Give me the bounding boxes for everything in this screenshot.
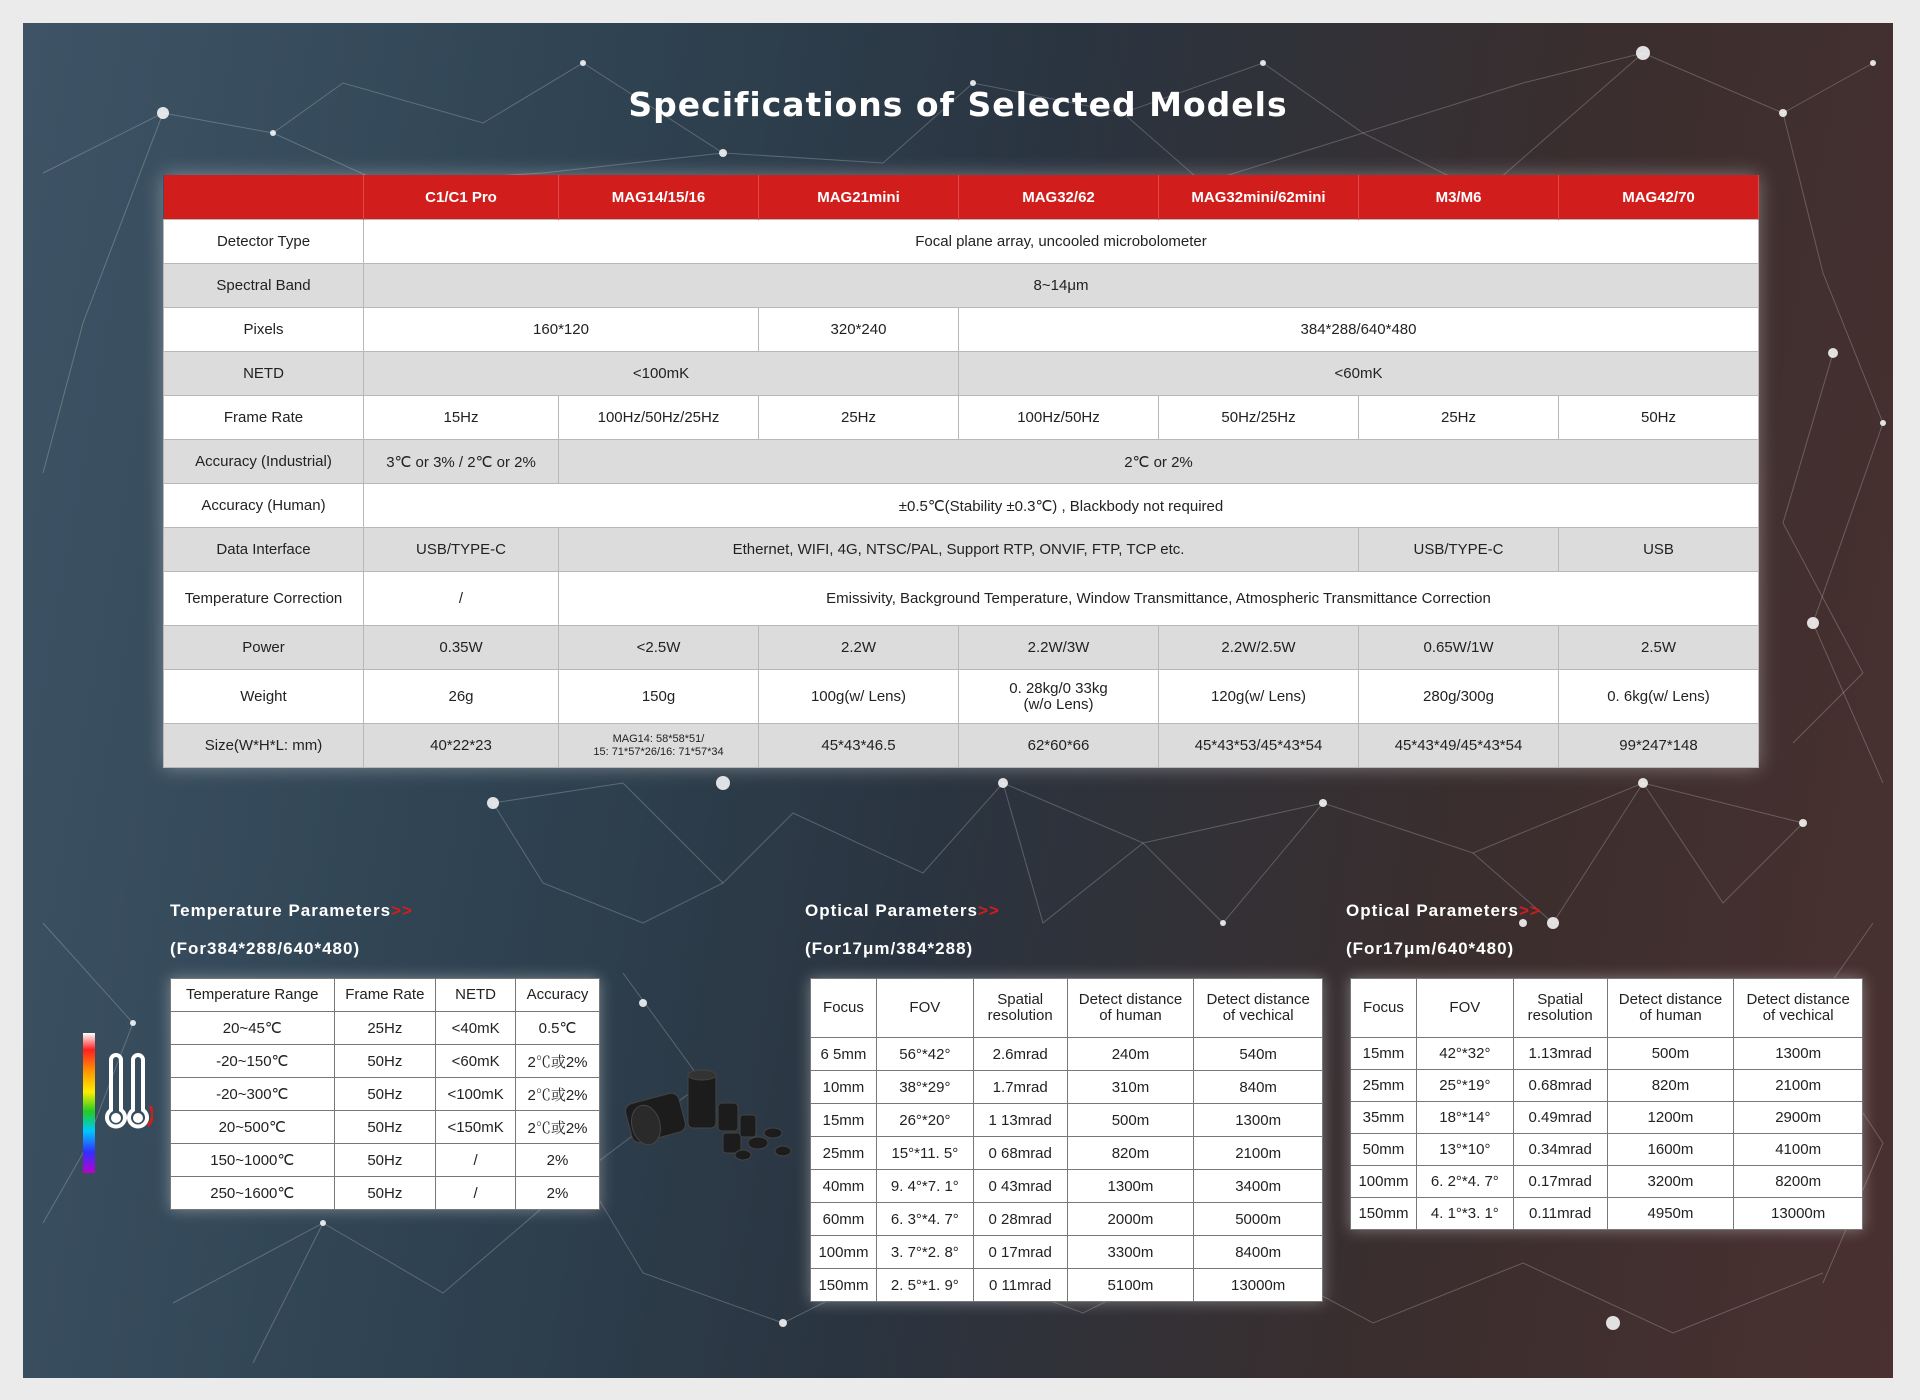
table-row: [164, 264, 1759, 308]
table-cell: 500m: [1067, 1104, 1194, 1137]
table-cell: 0 28mrad: [973, 1203, 1067, 1236]
table-cell: -20~300℃: [171, 1078, 335, 1111]
table-cell: 38°*29°: [876, 1071, 973, 1104]
table-cell: 50mm: [1351, 1134, 1417, 1166]
table-cell: 840m: [1194, 1071, 1323, 1104]
spec-cell: Focal plane array, uncooled microbolometer: [364, 220, 1759, 264]
thermometer-icon: [53, 1028, 153, 1173]
table-cell: 500m: [1607, 1038, 1734, 1070]
spec-cell: Ethernet, WIFI, 4G, NTSC/PAL, Support RTP, ONVIF, FTP, TCP etc.: [559, 528, 1359, 572]
model-header: C1/C1 Pro: [364, 175, 559, 220]
row-label: Temperature Correction: [164, 572, 364, 626]
section-title-text: Temperature Parameters: [170, 901, 392, 920]
table-cell: 50Hz: [334, 1111, 436, 1144]
table-cell: 8400m: [1194, 1236, 1323, 1269]
spec-cell: 150g: [559, 670, 759, 724]
table-row: [171, 1111, 600, 1144]
table-header-row: [1351, 979, 1863, 1038]
model-header: MAG32mini/62mini: [1159, 175, 1359, 220]
spec-cell: 99*247*148: [1559, 724, 1759, 768]
column-header: Frame Rate: [334, 979, 436, 1012]
column-header: Spatial resolution: [973, 979, 1067, 1038]
table-row: [164, 724, 1759, 768]
optical-640-section-title: [1346, 901, 1541, 921]
table-cell: 820m: [1067, 1137, 1194, 1170]
table-cell: <60mK: [436, 1045, 516, 1078]
table-cell: 3400m: [1194, 1170, 1323, 1203]
table-cell: 6. 3°*4. 7°: [876, 1203, 973, 1236]
row-label: Spectral Band: [164, 264, 364, 308]
spec-cell: 26g: [364, 670, 559, 724]
spec-cell: 45*43*46.5: [759, 724, 959, 768]
table-cell: 0 43mrad: [973, 1170, 1067, 1203]
optical-384-section-title: [805, 901, 1000, 921]
size-line-1: MAG14: 58*58*51/: [612, 732, 705, 745]
table-row: [164, 308, 1759, 352]
column-header: Detect distance of vechical: [1194, 979, 1323, 1038]
spec-cell: 0. 6kg(w/ Lens): [1559, 670, 1759, 724]
spec-cell: 100Hz/50Hz/25Hz: [559, 396, 759, 440]
spec-cell: Emissivity, Background Temperature, Window Transmittance, Atmospheric Transmittance Correction: [559, 572, 1759, 626]
spec-cell: 384*288/640*480: [959, 308, 1759, 352]
row-label: NETD: [164, 352, 364, 396]
table-row: [811, 1203, 1323, 1236]
spec-cell: 50Hz: [1559, 396, 1759, 440]
spec-cell: 2.2W/2.5W: [1159, 626, 1359, 670]
spec-cell: 25Hz: [1359, 396, 1559, 440]
table-cell: 15°*11. 5°: [876, 1137, 973, 1170]
table-cell: 250~1600℃: [171, 1177, 335, 1210]
spec-cell: 40*22*23: [364, 724, 559, 768]
spec-cell: [959, 670, 1159, 724]
table-cell: 25mm: [811, 1137, 877, 1170]
table-row: [811, 1104, 1323, 1137]
table-cell: 50Hz: [334, 1078, 436, 1111]
table-header-row: [811, 979, 1323, 1038]
table-cell: 1600m: [1607, 1134, 1734, 1166]
table-cell: 25°*19°: [1416, 1070, 1513, 1102]
table-header-row: [171, 979, 600, 1012]
table-cell: 0.11mrad: [1513, 1198, 1607, 1230]
table-cell: 6. 2°*4. 7°: [1416, 1166, 1513, 1198]
table-cell: 0.68mrad: [1513, 1070, 1607, 1102]
table-cell: 5000m: [1194, 1203, 1323, 1236]
table-cell: 2℃或2%: [516, 1078, 600, 1111]
table-row: [164, 484, 1759, 528]
table-row: [164, 670, 1759, 724]
spec-cell: <2.5W: [559, 626, 759, 670]
spec-cell: 320*240: [759, 308, 959, 352]
row-label: Weight: [164, 670, 364, 724]
spec-sheet: [23, 23, 1893, 1378]
table-cell: 0.5℃: [516, 1012, 600, 1045]
table-cell: 2. 5°*1. 9°: [876, 1269, 973, 1302]
spec-cell: /: [364, 572, 559, 626]
optical-640-table: [1350, 978, 1863, 1230]
table-cell: 4950m: [1607, 1198, 1734, 1230]
column-header: Focus: [1351, 979, 1417, 1038]
arrows-icon: >>: [1518, 901, 1541, 920]
column-header: Accuracy: [516, 979, 600, 1012]
spec-cell: 0.65W/1W: [1359, 626, 1559, 670]
spec-cell: 45*43*49/45*43*54: [1359, 724, 1559, 768]
table-cell: 40mm: [811, 1170, 877, 1203]
table-cell: 0.34mrad: [1513, 1134, 1607, 1166]
table-row: [164, 528, 1759, 572]
table-cell: 15mm: [1351, 1038, 1417, 1070]
table-cell: 4. 1°*3. 1°: [1416, 1198, 1513, 1230]
table-cell: 1200m: [1607, 1102, 1734, 1134]
table-cell: 0 68mrad: [973, 1137, 1067, 1170]
page-title: Specifications of Selected Models: [628, 85, 1288, 124]
spec-cell: 120g(w/ Lens): [1159, 670, 1359, 724]
table-cell: 2100m: [1734, 1070, 1863, 1102]
spec-cell: 2.5W: [1559, 626, 1759, 670]
table-cell: 35mm: [1351, 1102, 1417, 1134]
model-header: MAG42/70: [1559, 175, 1759, 220]
table-cell: 3. 7°*2. 8°: [876, 1236, 973, 1269]
table-cell: <40mK: [436, 1012, 516, 1045]
table-row: [164, 220, 1759, 264]
column-header: NETD: [436, 979, 516, 1012]
table-row: [171, 1012, 600, 1045]
row-label: Frame Rate: [164, 396, 364, 440]
table-cell: 150mm: [811, 1269, 877, 1302]
table-cell: 13000m: [1734, 1198, 1863, 1230]
table-row: [164, 440, 1759, 484]
table-cell: 1.13mrad: [1513, 1038, 1607, 1070]
table-row: [811, 1236, 1323, 1269]
table-cell: 25Hz: [334, 1012, 436, 1045]
section-title-text: Optical Parameters: [805, 901, 978, 920]
table-cell: 10mm: [811, 1071, 877, 1104]
table-cell: 2.6mrad: [973, 1038, 1067, 1071]
table-cell: 50Hz: [334, 1177, 436, 1210]
table-cell: 150~1000℃: [171, 1144, 335, 1177]
spec-cell: 8~14μm: [364, 264, 1759, 308]
table-cell: 100mm: [811, 1236, 877, 1269]
arrows-icon: >>: [391, 901, 413, 920]
table-cell: 4100m: [1734, 1134, 1863, 1166]
spec-cell: <60mK: [959, 352, 1759, 396]
table-row: [164, 396, 1759, 440]
optical-384-table: [810, 978, 1323, 1302]
table-cell: 2℃或2%: [516, 1045, 600, 1078]
spec-cell: [559, 724, 759, 768]
table-row: [171, 1177, 600, 1210]
spec-cell: 100g(w/ Lens): [759, 670, 959, 724]
table-row: [1351, 1198, 1863, 1230]
table-cell: 20~500℃: [171, 1111, 335, 1144]
column-header: FOV: [876, 979, 973, 1038]
table-row: [811, 1071, 1323, 1104]
model-header: MAG14/15/16: [559, 175, 759, 220]
spec-cell: 280g/300g: [1359, 670, 1559, 724]
table-row: [164, 352, 1759, 396]
row-label: Accuracy (Industrial): [164, 440, 364, 484]
table-cell: 0 11mrad: [973, 1269, 1067, 1302]
table-row: [171, 1078, 600, 1111]
table-cell: 1 13mrad: [973, 1104, 1067, 1137]
table-cell: 15mm: [811, 1104, 877, 1137]
table-cell: 25mm: [1351, 1070, 1417, 1102]
table-cell: 50Hz: [334, 1144, 436, 1177]
table-row: [1351, 1166, 1863, 1198]
spec-cell: 160*120: [364, 308, 759, 352]
spec-cell: 15Hz: [364, 396, 559, 440]
temperature-section-title: [170, 901, 413, 921]
model-header: MAG32/62: [959, 175, 1159, 220]
table-cell: 5100m: [1067, 1269, 1194, 1302]
spec-cell: 50Hz/25Hz: [1159, 396, 1359, 440]
temperature-table: [170, 978, 600, 1210]
table-cell: 42°*32°: [1416, 1038, 1513, 1070]
table-cell: <150mK: [436, 1111, 516, 1144]
column-header: Detect distance of human: [1607, 979, 1734, 1038]
table-row: [1351, 1102, 1863, 1134]
table-cell: 56°*42°: [876, 1038, 973, 1071]
table-cell: 3300m: [1067, 1236, 1194, 1269]
spec-cell: 62*60*66: [959, 724, 1159, 768]
table-cell: 18°*14°: [1416, 1102, 1513, 1134]
column-header: Spatial resolution: [1513, 979, 1607, 1038]
spec-cell: 25Hz: [759, 396, 959, 440]
spec-cell: 3℃ or 3% / 2℃ or 2%: [364, 440, 559, 484]
table-cell: 6 5mm: [811, 1038, 877, 1071]
spec-cell: 45*43*53/45*43*54: [1159, 724, 1359, 768]
column-header: Detect distance of vechical: [1734, 979, 1863, 1038]
row-label: Pixels: [164, 308, 364, 352]
table-cell: 20~45℃: [171, 1012, 335, 1045]
table-cell: 60mm: [811, 1203, 877, 1236]
table-row: [164, 572, 1759, 626]
table-row: [1351, 1134, 1863, 1166]
arrows-icon: >>: [977, 901, 1000, 920]
spec-cell: 0.35W: [364, 626, 559, 670]
table-cell: 0.49mrad: [1513, 1102, 1607, 1134]
table-cell: /: [436, 1177, 516, 1210]
table-cell: 13°*10°: [1416, 1134, 1513, 1166]
model-header: MAG21mini: [759, 175, 959, 220]
column-header: FOV: [1416, 979, 1513, 1038]
table-cell: 240m: [1067, 1038, 1194, 1071]
section-title-text: Optical Parameters: [1346, 901, 1519, 920]
weight-line-2: (w/o Lens): [1023, 695, 1094, 713]
specs-header-row: [164, 175, 1759, 220]
column-header: Detect distance of human: [1067, 979, 1194, 1038]
table-cell: -20~150℃: [171, 1045, 335, 1078]
table-cell: <100mK: [436, 1078, 516, 1111]
temperature-section-subtitle: (For384*288/640*480): [170, 939, 361, 958]
spec-cell: ±0.5℃(Stability ±0.3℃) , Blackbody not required: [364, 484, 1759, 528]
table-cell: 2100m: [1194, 1137, 1323, 1170]
optical-640-section-subtitle: (For17μm/640*480): [1346, 939, 1515, 958]
table-row: [164, 626, 1759, 670]
specs-table: [163, 175, 1759, 768]
table-cell: 150mm: [1351, 1198, 1417, 1230]
table-cell: 8200m: [1734, 1166, 1863, 1198]
table-cell: 2000m: [1067, 1203, 1194, 1236]
table-cell: 0.17mrad: [1513, 1166, 1607, 1198]
column-header: Temperature Range: [171, 979, 335, 1012]
table-cell: 2℃或2%: [516, 1111, 600, 1144]
table-row: [811, 1269, 1323, 1302]
table-cell: 26°*20°: [876, 1104, 973, 1137]
weight-line-1: 0. 28kg/0 33kg: [1009, 679, 1108, 697]
size-line-2: 15: 71*57*26/16: 71*57*34: [593, 745, 724, 758]
table-cell: 1300m: [1067, 1170, 1194, 1203]
table-cell: 1300m: [1734, 1038, 1863, 1070]
table-cell: 540m: [1194, 1038, 1323, 1071]
table-cell: 50Hz: [334, 1045, 436, 1078]
table-row: [1351, 1038, 1863, 1070]
spec-cell: USB/TYPE-C: [1359, 528, 1559, 572]
optical-384-section-subtitle: (For17μm/384*288): [805, 939, 974, 958]
table-cell: 2900m: [1734, 1102, 1863, 1134]
table-cell: 3200m: [1607, 1166, 1734, 1198]
table-cell: 9. 4°*7. 1°: [876, 1170, 973, 1203]
row-label: Power: [164, 626, 364, 670]
table-cell: 1300m: [1194, 1104, 1323, 1137]
specs-header-corner: [164, 175, 364, 220]
table-cell: 100mm: [1351, 1166, 1417, 1198]
table-cell: 820m: [1607, 1070, 1734, 1102]
table-cell: 2%: [516, 1177, 600, 1210]
spec-cell: <100mK: [364, 352, 959, 396]
table-cell: /: [436, 1144, 516, 1177]
table-row: [811, 1170, 1323, 1203]
row-label: Accuracy (Human): [164, 484, 364, 528]
row-label: Detector Type: [164, 220, 364, 264]
model-header: M3/M6: [1359, 175, 1559, 220]
spec-cell: USB: [1559, 528, 1759, 572]
spec-cell: 2.2W: [759, 626, 959, 670]
spec-cell: 2℃ or 2%: [559, 440, 1759, 484]
table-row: [811, 1038, 1323, 1071]
table-cell: 310m: [1067, 1071, 1194, 1104]
table-row: [811, 1137, 1323, 1170]
table-cell: 2%: [516, 1144, 600, 1177]
table-row: [1351, 1070, 1863, 1102]
table-row: [171, 1144, 600, 1177]
table-cell: 13000m: [1194, 1269, 1323, 1302]
table-row: [171, 1045, 600, 1078]
spec-cell: 100Hz/50Hz: [959, 396, 1159, 440]
column-header: Focus: [811, 979, 877, 1038]
lens-product-image: [618, 1063, 798, 1173]
table-cell: 0 17mrad: [973, 1236, 1067, 1269]
row-label: Data Interface: [164, 528, 364, 572]
table-cell: 1.7mrad: [973, 1071, 1067, 1104]
row-label: Size(W*H*L: mm): [164, 724, 364, 768]
spec-cell: 2.2W/3W: [959, 626, 1159, 670]
spec-cell: USB/TYPE-C: [364, 528, 559, 572]
